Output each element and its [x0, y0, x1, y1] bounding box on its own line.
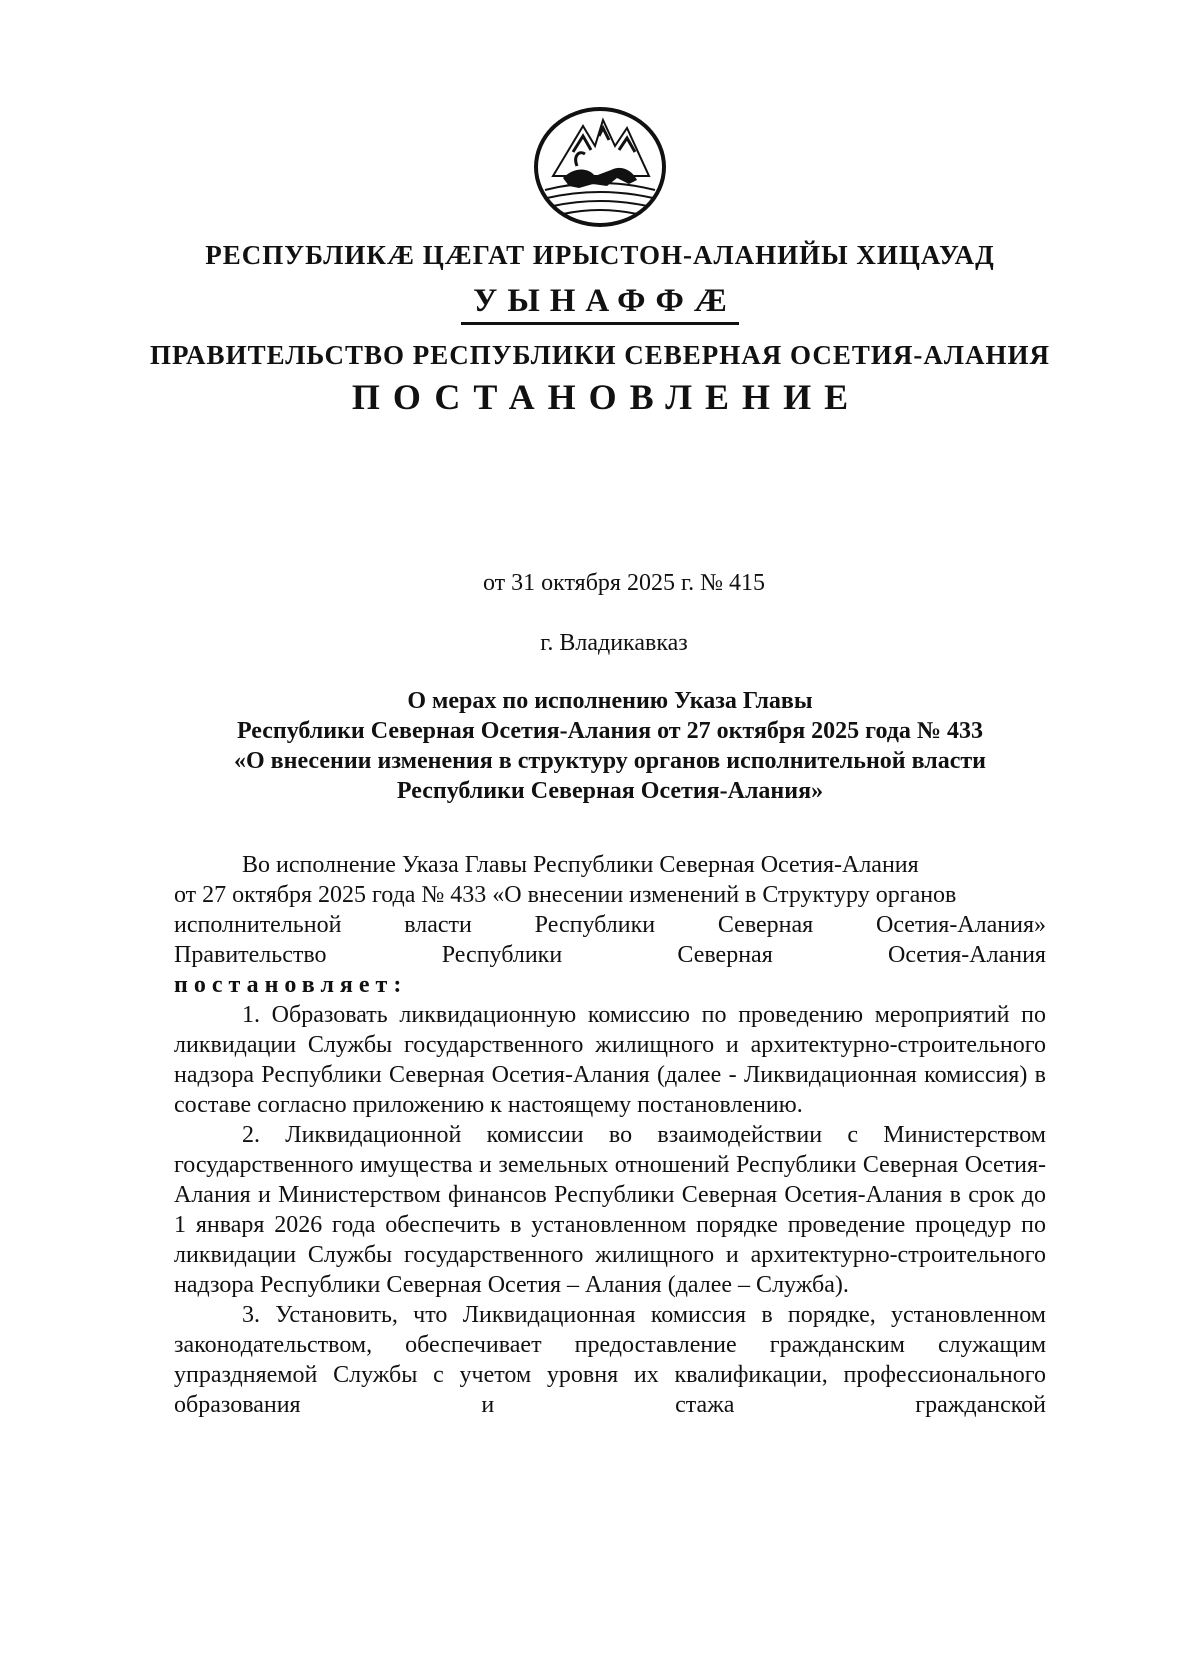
preamble-line-1: Во исполнение Указа Главы Республики Северная Осетия-Алания — [242, 852, 919, 878]
decides-word — [174, 970, 1046, 1000]
document-type: ПОСТАНОВЛЕНИЕ — [351, 377, 862, 417]
document-city: г. Владикавказ — [540, 630, 688, 656]
preamble-word: Северная — [677, 942, 773, 968]
preamble-word: Республики — [441, 942, 563, 968]
preamble-line-4 — [174, 940, 1046, 970]
document-title — [150, 686, 1070, 806]
preamble-word: власти — [404, 912, 472, 938]
title-line-2: Республики Северная Осетия-Алания от 27 октября 2025 года № 433 — [236, 718, 984, 744]
coat-of-arms-emblem — [533, 106, 667, 228]
preamble-word: Республики — [534, 912, 656, 938]
preamble-word: Северная — [717, 912, 814, 938]
item-3: 3. Установить, что Ликвидационная комиссия в порядке, установленном законодательством, обеспечивает предоставление гражданским служащим упраздняемой Службы с учетом уровня их квалификации, профессионального образования и стажа гражданской — [174, 1302, 1046, 1418]
item-2: 2. Ликвидационной комиссии во взаимодействии с Министерством государственного имущества и земельных отношений Республики Северная Осетия-Алания и Министерством финансов Республики Северная Осетия-Алания в срок до 1 января 2026 года обеспечить в установленном порядке проведение процедур по ликвидации Службы государственного жилищного и архитектурно-строительного надзора Республики Северная Осетия – Алания (далее – Служба). — [174, 1122, 1046, 1298]
item-1: 1. Образовать ликвидационную комиссию по проведению мероприятий по ликвидации Службы государственного жилищного и архитектурно-строительного надзора Республики Северная Осетия-Алания (далее - Ликвидационная комиссия) в составе согласно приложению к настоящему постановлению. — [174, 1002, 1046, 1118]
ossetian-government-name: РЕСПУБЛИКӔ ЦӔГАТ ИРЫСТОН-АЛАНИЙЫ ХИЦАУАД — [205, 240, 995, 270]
preamble-word: Осетия-Алания — [887, 942, 1046, 968]
title-line-4: Республики Северная Осетия-Алания» — [396, 778, 824, 804]
document-date-number: от 31 октября 2025 г. № 415 — [482, 570, 765, 596]
document-body — [174, 850, 1046, 1420]
preamble-word: исполнительной — [174, 912, 342, 938]
ossetian-document-type-text: УЫНАФФӔ — [461, 282, 739, 325]
title-line-1: О мерах по исполнению Указа Главы — [407, 688, 813, 714]
preamble-word: Осетия-Алания» — [876, 912, 1046, 938]
preamble-line-2: от 27 октября 2025 года № 433 «О внесении изменений в Структуру органов — [174, 882, 957, 908]
decides-text: постановляет: — [174, 972, 408, 998]
russian-government-name: ПРАВИТЕЛЬСТВО РЕСПУБЛИКИ СЕВЕРНАЯ ОСЕТИЯ-АЛАНИЯ — [150, 340, 1050, 370]
title-line-3: «О внесении изменения в структуру органов исполнительной власти — [234, 748, 986, 774]
ossetian-document-type — [0, 282, 1200, 325]
preamble-line-3 — [174, 910, 1046, 940]
preamble-word: Правительство — [174, 942, 327, 968]
